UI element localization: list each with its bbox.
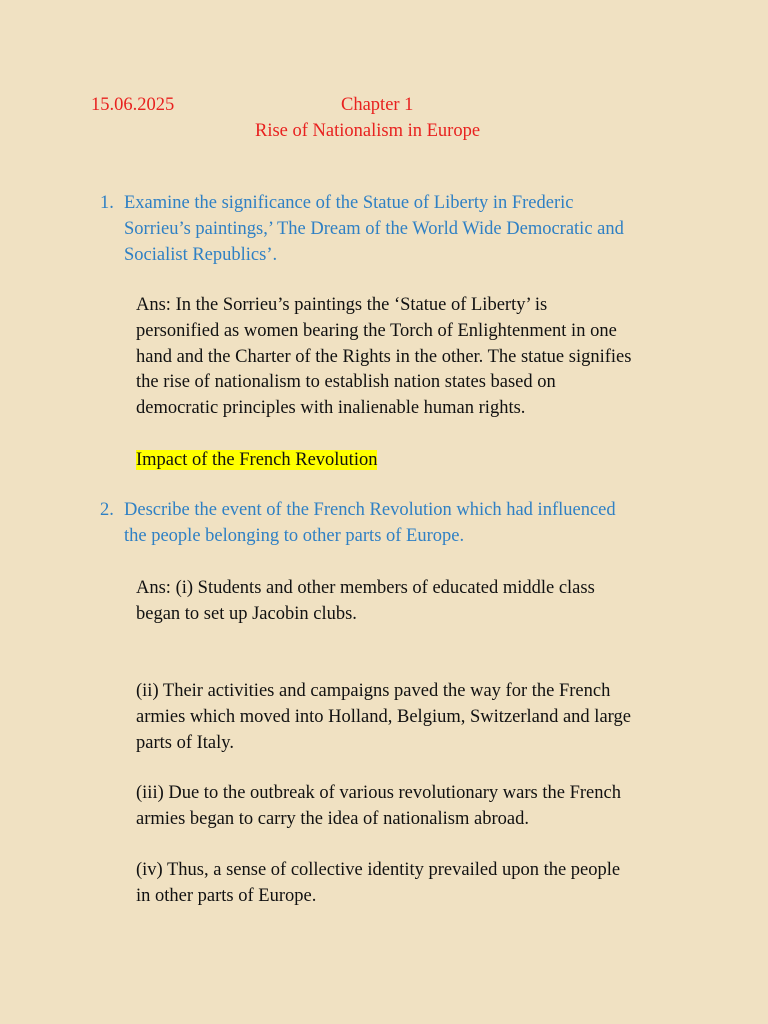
answer-1-line: democratic principles with inalienable human rights. bbox=[136, 398, 526, 419]
answer-2-line: (ii) Their activities and campaigns paved the way for the French bbox=[136, 681, 611, 701]
section-heading bbox=[136, 448, 696, 474]
answer-1 bbox=[136, 293, 696, 422]
answer-2-line: (iv) Thus, a sense of collective identity prevailed upon the people bbox=[136, 860, 621, 880]
date: 15.06.2025 bbox=[91, 95, 175, 115]
question-2-line: the people belonging to other parts of Europe. bbox=[124, 525, 465, 546]
question-1-line: Socialist Republics’. bbox=[124, 244, 278, 265]
answer-1-line: Ans: In the Sorrieu’s paintings the ‘Statue of Liberty’ is bbox=[136, 295, 548, 315]
question-1-number: 1. bbox=[100, 193, 114, 213]
chapter-title: Rise of Nationalism in Europe bbox=[255, 121, 481, 141]
question-2-text bbox=[124, 498, 700, 550]
question-2 bbox=[100, 498, 700, 550]
chapter-label: Chapter 1 bbox=[341, 95, 414, 115]
answer-1-line: the rise of nationalism to establish nation states based on bbox=[136, 372, 556, 393]
question-2-line: Describe the event of the French Revolution which had influenced bbox=[124, 500, 616, 520]
answer-2-line: in other parts of Europe. bbox=[136, 885, 317, 906]
answer-2-line: armies which moved into Holland, Belgium, Switzerland and large bbox=[136, 706, 631, 727]
answer-2-point-3 bbox=[136, 781, 696, 833]
question-1-text bbox=[124, 191, 700, 268]
answer-2-line: parts of Italy. bbox=[136, 732, 234, 753]
answer-2-point-2 bbox=[136, 679, 696, 756]
answer-2-line: began to set up Jacobin clubs. bbox=[136, 603, 357, 624]
question-2-number: 2. bbox=[100, 500, 114, 520]
section-heading-text: Impact of the French Revolution bbox=[136, 450, 378, 470]
question-1 bbox=[100, 191, 700, 268]
answer-2-line: armies began to carry the idea of nationalism abroad. bbox=[136, 808, 529, 829]
question-1-line: Sorrieu’s paintings,’ The Dream of the World Wide Democratic and bbox=[124, 218, 624, 239]
question-1-line: Examine the significance of the Statue of Liberty in Frederic bbox=[124, 193, 574, 213]
answer-2-line: Ans: (i) Students and other members of educated middle class bbox=[136, 578, 595, 598]
answer-1-line: personified as women bearing the Torch of Enlightenment in one bbox=[136, 320, 617, 341]
answer-1-line: hand and the Charter of the Rights in the other. The statue signifies bbox=[136, 346, 632, 367]
answer-2-point-4 bbox=[136, 858, 696, 910]
answer-2-line: (iii) Due to the outbreak of various revolutionary wars the French bbox=[136, 783, 621, 803]
answer-2-point-1 bbox=[136, 576, 696, 628]
